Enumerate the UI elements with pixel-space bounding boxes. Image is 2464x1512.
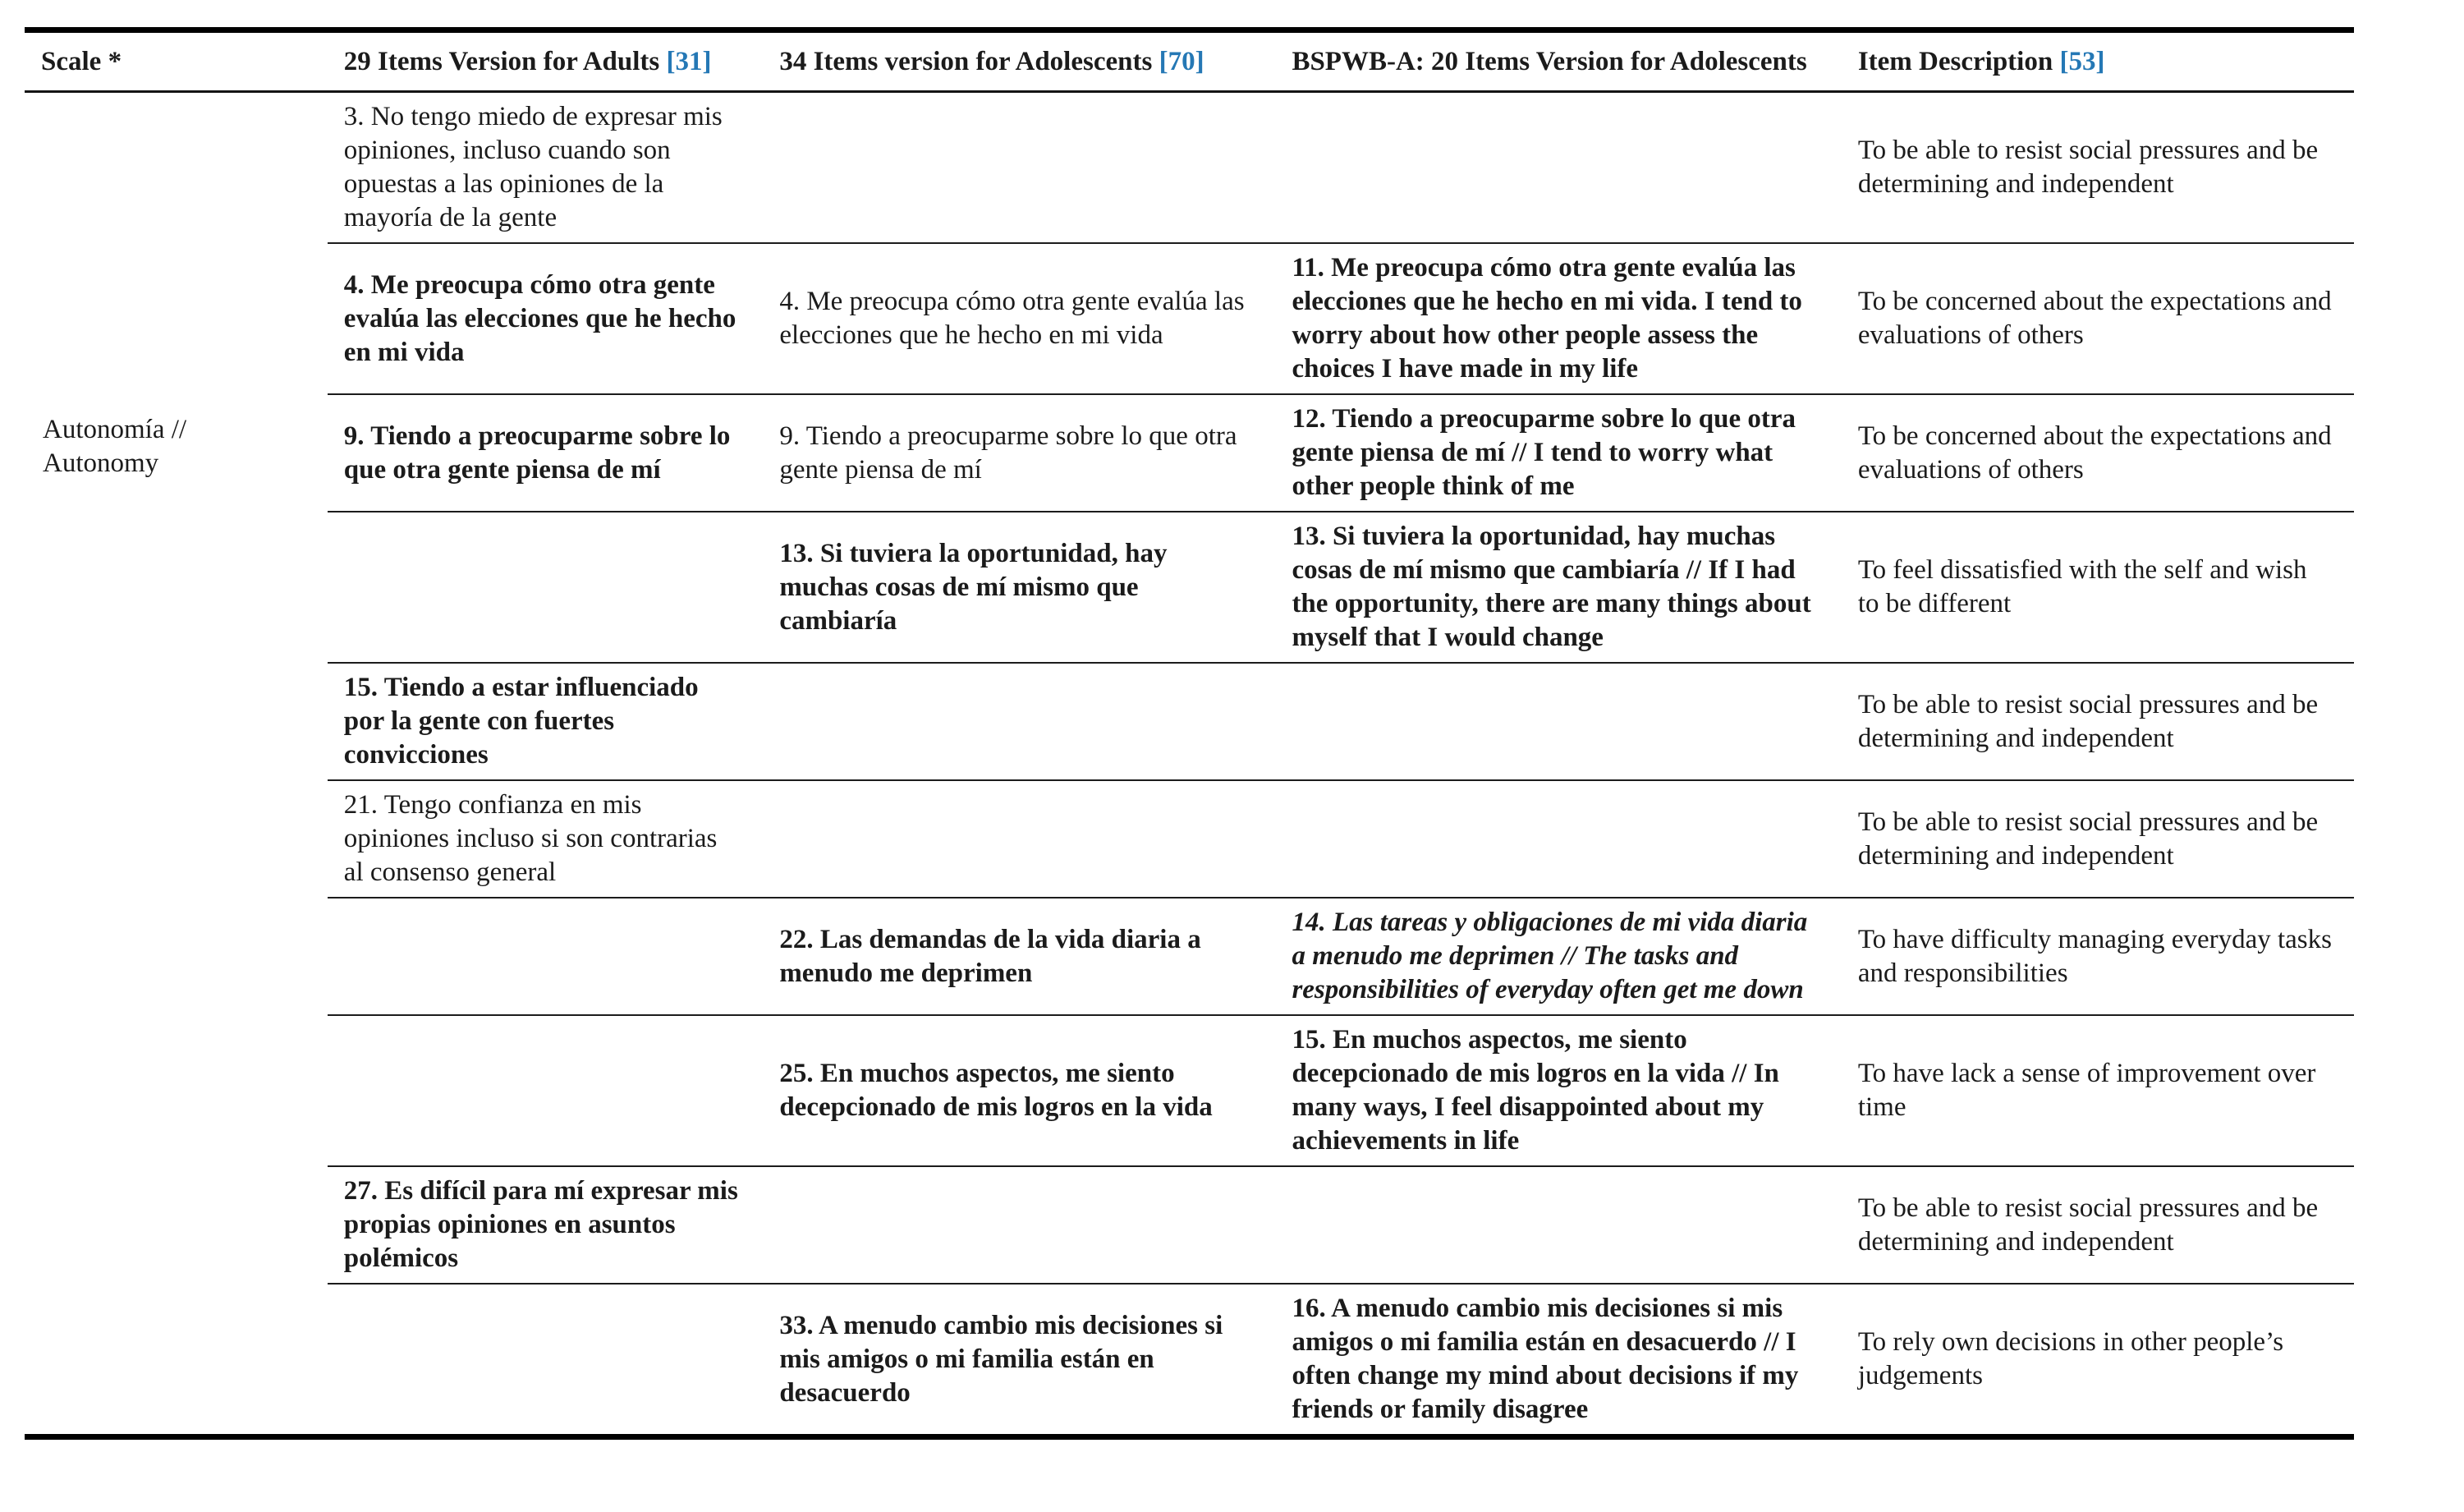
cell-adolescents34: [763, 663, 1275, 780]
table-row: [25, 1166, 2354, 1284]
cell-adults29: [328, 898, 764, 1015]
cell-description: To be able to resist social pressures and be determining and independent: [1842, 663, 2354, 780]
column-header-bspwb-20-items: [1275, 33, 1841, 92]
table-row: [25, 394, 2354, 512]
cell-bspwb20: 14. Las tareas y obligaciones de mi vida diaria a menudo me deprimen // The tasks and responsibilities of everyday often get me down: [1275, 898, 1841, 1015]
cell-adolescents34: [763, 1166, 1275, 1284]
cell-bspwb20: [1275, 780, 1841, 898]
cell-description: To be able to resist social pressures and be determining and independent: [1842, 92, 2354, 244]
scale-label-line2: Autonomy: [43, 448, 159, 478]
cell-description: To rely own decisions in other people’s judgements: [1857, 1327, 2284, 1390]
column-header-29-items-adults: [328, 33, 764, 92]
column-header-description-label: Item Description: [1857, 47, 2060, 76]
cell-adolescents34: 9. Tiendo a preocuparme sobre lo que otra gente piensa de mí: [763, 394, 1275, 512]
column-header-adolescents-label: 34 Items version for Adolescents: [779, 47, 1159, 76]
cell-bspwb20: 12. Tiendo a preocuparme sobre lo que otra gente piensa de mí // I tend to worry what other people think of me: [1275, 394, 1841, 512]
cell-adolescents34: [763, 780, 1275, 898]
cell-description: To have lack a sense of improvement over time: [1842, 1015, 2354, 1166]
column-header-adults-label: 29 Items Version for Adults: [343, 47, 667, 76]
cell-bspwb20: 15. En muchos aspectos, me siento decepcionado de mis logros en la vida // In many ways, I feel disappointed about my achievements in life: [1275, 1015, 1841, 1166]
cell-bspwb20: [1275, 663, 1841, 780]
table-row: [25, 780, 2354, 898]
table-row: [25, 1284, 2354, 1434]
table-row: [25, 92, 2354, 244]
cell-adolescents34: 33. A menudo cambio mis decisiones si mis amigos o mi familia están en desacuerdo: [779, 1310, 1223, 1408]
table-row: [25, 512, 2354, 663]
cell-adults29: 15. Tiendo a estar influenciado por la gente con fuertes convicciones: [328, 663, 764, 780]
cell-description: To feel dissatisfied with the self and wish to be different: [1842, 512, 2354, 663]
column-header-scale-label: Scale *: [41, 47, 122, 76]
column-header-34-items-adolescents: [763, 33, 1275, 92]
table-row: [25, 243, 2354, 394]
cell-adults29: [328, 512, 764, 663]
cell-adults29: 4. Me preocupa cómo otra gente evalúa las elecciones que he hecho en mi vida: [328, 243, 764, 394]
items-table: [25, 27, 2354, 1440]
cell-description: To be able to resist social pressures and be determining and independent: [1842, 780, 2354, 898]
cell-adolescents34: 4. Me preocupa cómo otra gente evalúa las elecciones que he hecho en mi vida: [763, 243, 1275, 394]
cell-bspwb20: 13. Si tuviera la oportunidad, hay muchas cosas de mí mismo que cambiaría // If I had the opportunity, there are many things about myself that I would change: [1275, 512, 1841, 663]
cell-bspwb20: [1275, 92, 1841, 244]
cell-adults29: 3. No tengo miedo de expresar mis opiniones, incluso cuando son opuestas a las opiniones de la mayoría de la gente: [328, 92, 764, 244]
cell-adults29: 21. Tengo confianza en mis opiniones incluso si son contrarias al consenso general: [328, 780, 764, 898]
scale-items-comparison-table: [25, 33, 2354, 1434]
cell-adults29: [328, 1015, 764, 1166]
cell-bspwb20: 16. A menudo cambio mis decisiones si mis amigos o mi familia están en desacuerdo // I often change my mind about decisions if my friends or family disagree: [1292, 1294, 1799, 1424]
cell-description: To be able to resist social pressures and be determining and independent: [1842, 1166, 2354, 1284]
cell-description: To be concerned about the expectations and evaluations of others: [1842, 394, 2354, 512]
column-header-bspwb-label: BSPWB-A: 20 Items Version for Adolescents: [1292, 47, 1807, 76]
table-row: [25, 663, 2354, 780]
cell-adolescents34: 22. Las demandas de la vida diaria a menudo me deprimen: [763, 898, 1275, 1015]
cell-adults29: 9. Tiendo a preocuparme sobre lo que otra gente piensa de mí: [328, 394, 764, 512]
cell-adults29: [328, 1284, 764, 1434]
header-row: [25, 33, 2354, 92]
cell-adolescents34: [763, 92, 1275, 244]
cell-description: To have difficulty managing everyday tasks and responsibilities: [1842, 898, 2354, 1015]
citation-ref-70[interactable]: [70]: [1159, 47, 1204, 76]
citation-ref-53[interactable]: [53]: [2059, 47, 2105, 76]
cell-adults29: 27. Es difícil para mí expresar mis propias opiniones en asuntos polémicos: [328, 1166, 764, 1284]
cell-bspwb20: 11. Me preocupa cómo otra gente evalúa las elecciones que he hecho en mi vida. I tend to worry about how other people assess the choices I have made in my life: [1275, 243, 1841, 394]
cell-description: To be concerned about the expectations and evaluations of others: [1842, 243, 2354, 394]
scale-label-line1: Autonomía //: [43, 415, 187, 444]
scale-cell-autonomia: [25, 92, 328, 1435]
table-row: [25, 1015, 2354, 1166]
cell-bspwb20: [1275, 1166, 1841, 1284]
cell-adolescents34: 13. Si tuviera la oportunidad, hay muchas cosas de mí mismo que cambiaría: [763, 512, 1275, 663]
table-row: [25, 898, 2354, 1015]
cell-adolescents34: 25. En muchos aspectos, me siento decepcionado de mis logros en la vida: [763, 1015, 1275, 1166]
column-header-scale: [25, 33, 328, 92]
citation-ref-31[interactable]: [31]: [666, 47, 712, 76]
column-header-item-description: [1842, 33, 2354, 92]
